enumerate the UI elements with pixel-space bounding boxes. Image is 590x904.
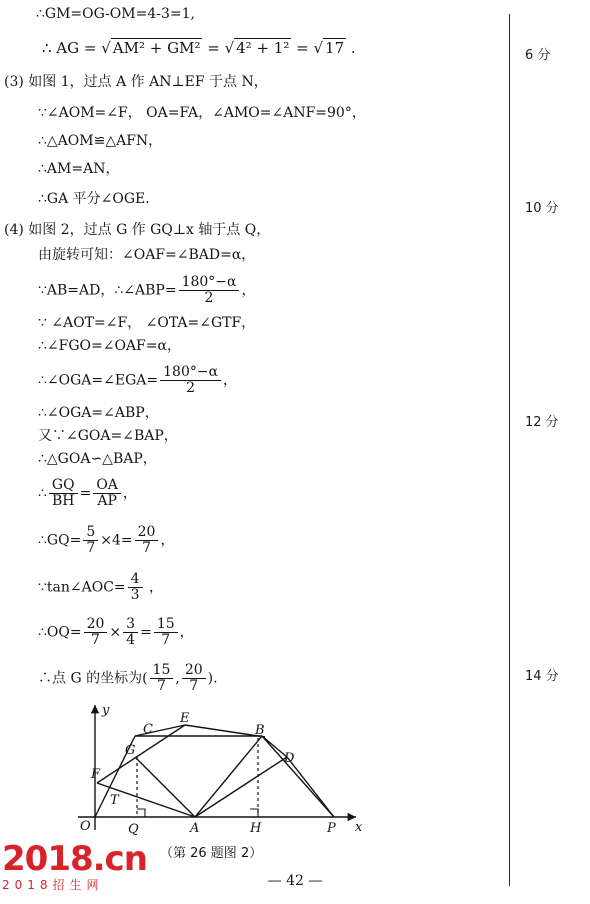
text-comma: ， [223, 372, 238, 389]
segment-ga [135, 757, 195, 817]
part4-line-7: 又∵∠GOA=∠BAP， [38, 428, 178, 444]
sqrt-radicand-3: 17 [325, 39, 345, 57]
text-equals: = [79, 485, 92, 502]
text-close: ). [207, 670, 218, 687]
text-abp-pre: ∵AB=AD，∴∠ABP= [38, 282, 177, 299]
score-12: 12 分 [525, 415, 559, 430]
text-therefore: ∴ [38, 485, 47, 502]
fraction-numerator: 20 [84, 617, 108, 633]
part4-line-4: ∴∠FGO=∠OAF=α， [38, 338, 181, 354]
text-oq-pre: ∴OQ= [38, 624, 82, 641]
text-comma: ， [122, 485, 137, 502]
label-y: y [102, 703, 110, 718]
right-angle-q [137, 809, 145, 817]
fraction-denominator: BH [52, 493, 75, 509]
sqrt-sign-1: √ [101, 39, 111, 57]
label-b: B [255, 723, 265, 738]
label-g: G [125, 743, 136, 758]
fraction-numerator: 20 [135, 525, 159, 541]
logo-year: 2018 [2, 839, 93, 879]
part3-line-1: ∵∠AOM=∠F， OA=FA，∠AMO=∠ANF=90°， [38, 105, 366, 121]
text-times: × [109, 624, 122, 641]
score-10: 10 分 [525, 201, 559, 216]
label-p: P [327, 821, 336, 836]
fraction-numerator: 4 [128, 572, 143, 588]
text-times-4: ×4= [100, 532, 133, 549]
fraction-denominator: 2 [186, 380, 196, 396]
part3-line-3: ∴AM=AN， [38, 161, 120, 177]
sqrt-sign-2: √ [224, 39, 235, 57]
text-period: . [346, 39, 356, 57]
fraction-denominator: 7 [161, 632, 171, 648]
label-x: x [355, 820, 363, 835]
part3-line-4: ∴GA 平分∠OGE. [38, 191, 150, 207]
page-number: — 42 — [267, 873, 323, 889]
fraction-denominator: 7 [157, 678, 166, 694]
text-ag-pre: ∴ AG = [42, 39, 102, 57]
text-gq-pre: ∴GQ= [38, 532, 82, 549]
text-tan-pre: ∵tan∠AOC= [38, 579, 126, 596]
part3-heading: (3) 如图 1，过点 A 作 AN⊥EF 于点 N， [4, 74, 268, 90]
fraction-denominator: 3 [130, 587, 140, 603]
text-comma: , [175, 670, 180, 687]
text-comma: ， [160, 532, 175, 549]
fraction-denominator: 7 [91, 632, 100, 648]
sqrt-radicand-2: 4² + 1² [236, 39, 290, 57]
figure-caption: （第 26 题图 2） [160, 846, 263, 861]
fraction-numerator: 3 [123, 617, 138, 633]
label-e: E [180, 711, 190, 726]
site-logo [2, 839, 147, 892]
text-comma: ， [179, 624, 194, 641]
fraction-numerator: 180°−α [160, 365, 221, 381]
text-eq-1: = [202, 39, 225, 57]
part4-line-1: 由旋转可知：∠OAF=∠BAD=α， [38, 247, 256, 263]
label-q: Q [128, 822, 139, 837]
text-eq-2: = [291, 39, 314, 57]
label-t: T [110, 793, 119, 808]
fraction-numerator: 5 [83, 525, 98, 541]
fraction-denominator: 7 [189, 678, 199, 694]
fraction-numerator: 15 [154, 617, 178, 633]
logo-subtitle: 2018招生网 [2, 878, 104, 892]
fraction-numerator: 15 [150, 663, 174, 679]
label-c: C [143, 722, 153, 737]
segment-ad [195, 757, 287, 817]
label-a: A [190, 821, 200, 836]
fraction-denominator: 2 [204, 290, 214, 306]
text-comma: ， [241, 282, 256, 299]
fraction-numerator: 180°−α [179, 275, 240, 291]
segment-bp [262, 736, 334, 817]
part4-line-3: ∵ ∠AOT=∠F， ∠OTA=∠GTF， [38, 315, 256, 331]
fraction-numerator: GQ [49, 478, 78, 494]
part3-line-2: ∴△AOM≌△AFN， [38, 133, 163, 149]
segment-eb [185, 725, 265, 737]
fraction-denominator: 7 [142, 540, 151, 556]
label-h: H [250, 821, 262, 836]
logo-domain: .cn [92, 839, 147, 879]
sqrt-sign-3: √ [313, 39, 324, 57]
segment-fe [97, 725, 185, 783]
segment-dp [287, 757, 334, 817]
text-gm: ∴GM=OG-OM=4-3=1, [36, 6, 195, 22]
part4-heading: (4) 如图 2，过点 G 作 GQ⊥x 轴于点 Q， [4, 222, 271, 238]
part4-line-8: ∴△GOA∽△BAP， [38, 451, 157, 467]
right-angle-h [250, 809, 258, 817]
part4-line-6: ∴∠OGA=∠ABP， [38, 405, 159, 421]
segment-ab [195, 736, 262, 817]
fraction-numerator: 20 [182, 663, 206, 679]
fraction-denominator: 4 [126, 632, 136, 648]
sqrt-radicand-1: AM² + GM² [112, 39, 201, 57]
fraction-denominator: AP [97, 493, 117, 509]
label-o: O [80, 819, 91, 834]
label-d: D [284, 751, 295, 766]
text-oga-pre: ∴∠OGA=∠EGA= [38, 372, 159, 389]
text-coord-pre: ∴点 G 的坐标为( [38, 670, 148, 687]
score-14: 14 分 [525, 669, 559, 684]
text-comma: ， [144, 579, 164, 596]
text-equals: = [140, 624, 152, 641]
fraction-denominator: 7 [86, 540, 96, 556]
label-f: F [91, 767, 101, 782]
fraction-numerator: OA [93, 478, 121, 494]
score-6: 6 分 [525, 48, 551, 63]
